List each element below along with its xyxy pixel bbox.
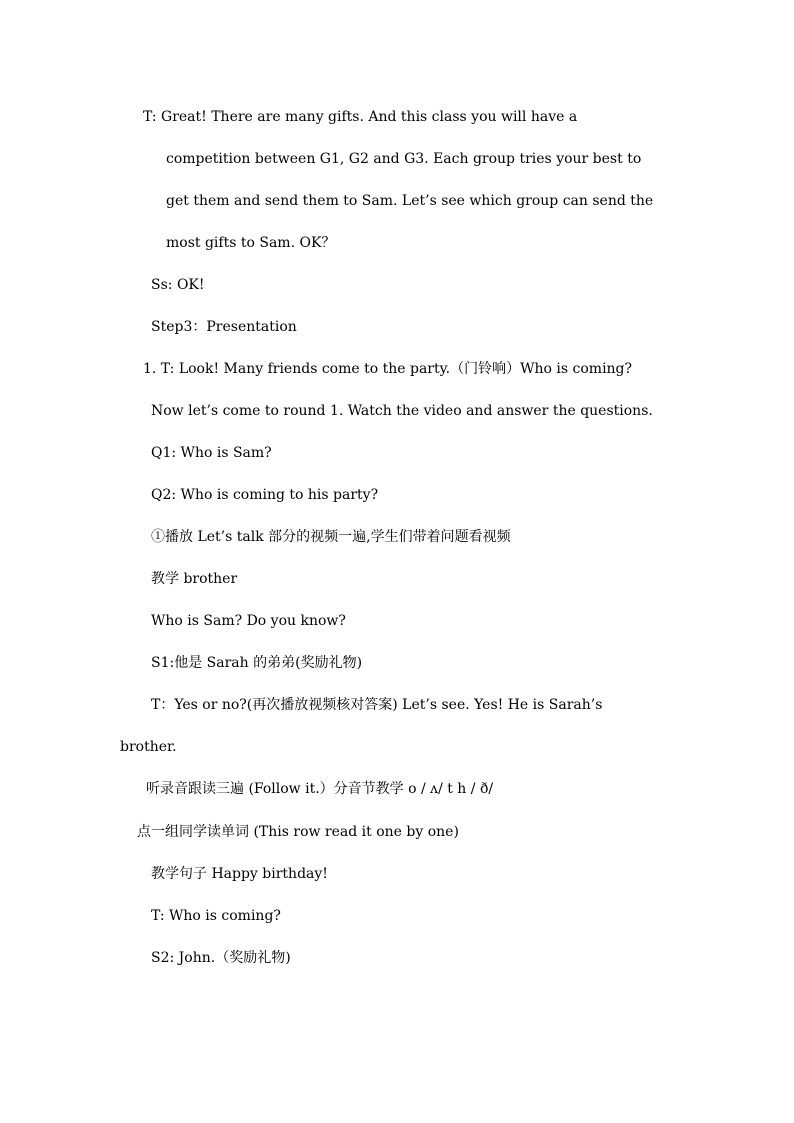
- text-line-19: 教学句子 Happy birthday!: [151, 866, 328, 882]
- text-line-16: brother.: [120, 739, 177, 755]
- text-line-17: 听录音跟读三遍 (Follow it.）分音节教学 o / ʌ/ t h / ð/: [146, 781, 494, 797]
- text-line-9: Q1: Who is Sam?: [151, 445, 272, 461]
- text-line-7: 1. T: Look! Many friends come to the party.（门铃响）Who is coming?: [143, 361, 633, 377]
- text-line-10: Q2: Who is coming to his party?: [151, 487, 379, 503]
- text-line-8: Now let’s come to round 1. Watch the video and answer the questions.: [151, 403, 653, 419]
- text-line-6: Step3：Presentation: [151, 319, 297, 335]
- text-line-21: S2: John.（奖励礼物): [151, 950, 291, 966]
- text-line-12: 教学 brother: [151, 571, 238, 587]
- text-line-11: ①播放 Let’s talk 部分的视频一遍,学生们带着问题看视频: [151, 529, 511, 545]
- text-line-5: Ss: OK!: [151, 277, 205, 293]
- text-line-15: T：Yes or no?(再次播放视频核对答案) Let’s see. Yes! He is Sarah’s: [151, 697, 603, 713]
- text-line-2: competition between G1, G2 and G3. Each group tries your best to: [166, 151, 642, 167]
- text-line-20: T: Who is coming?: [151, 908, 281, 924]
- text-line-18: 点一组同学读单词 (This row read it one by one): [137, 824, 459, 840]
- text-line-14: S1:他是 Sarah 的弟弟(奖励礼物): [151, 655, 363, 671]
- text-line-1: T: Great! There are many gifts. And this class you will have a: [143, 109, 578, 125]
- text-line-3: get them and send them to Sam. Let’s see which group can send the: [166, 193, 654, 209]
- text-line-4: most gifts to Sam. OK？: [166, 235, 336, 251]
- text-line-13: Who is Sam? Do you know?: [151, 613, 346, 629]
